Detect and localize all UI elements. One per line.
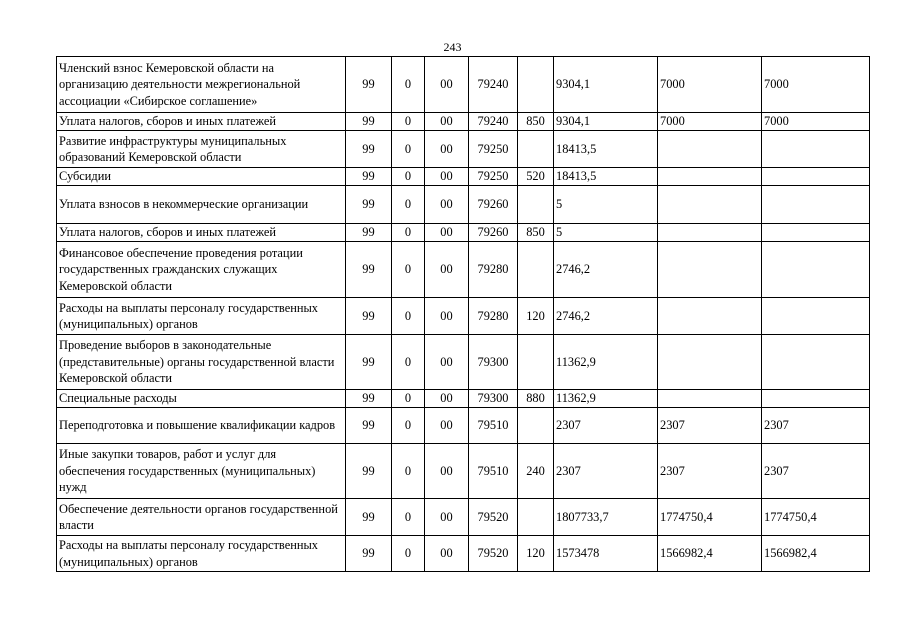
amount-year3-cell: [762, 298, 870, 335]
target-article-prefix-cell: 00: [425, 224, 469, 242]
amount-year1-cell: 2746,2: [554, 298, 658, 335]
target-article-prefix-cell: 00: [425, 242, 469, 298]
amount-year2-cell: [658, 298, 762, 335]
subsection-code-cell: 0: [392, 444, 425, 499]
expense-type-cell: 120: [518, 298, 554, 335]
table-row: [57, 536, 870, 572]
amount-year2-cell: [658, 242, 762, 298]
row-name-cell: Субсидии: [57, 168, 346, 186]
target-article-prefix-cell: 00: [425, 186, 469, 224]
target-article-code-cell: 79510: [469, 444, 518, 499]
amount-year3-cell: 1566982,4: [762, 536, 870, 572]
section-code-cell: 99: [346, 499, 392, 536]
table-row: [57, 298, 870, 335]
target-article-prefix-cell: 00: [425, 113, 469, 131]
target-article-prefix-cell: 00: [425, 57, 469, 113]
expense-type-cell: 520: [518, 168, 554, 186]
expense-type-cell: [518, 186, 554, 224]
table-row: [57, 186, 870, 224]
row-name-cell: Проведение выборов в законодательные (представительные) органы государственной власти Кемеровской области: [57, 335, 346, 390]
target-article-prefix-cell: 00: [425, 390, 469, 408]
row-name-cell: Финансовое обеспечение проведения ротации государственных гражданских служащих Кемеровской области: [57, 242, 346, 298]
subsection-code-cell: 0: [392, 536, 425, 572]
section-code-cell: 99: [346, 168, 392, 186]
subsection-code-cell: 0: [392, 168, 425, 186]
expense-type-cell: [518, 57, 554, 113]
target-article-code-cell: 79280: [469, 242, 518, 298]
amount-year2-cell: [658, 224, 762, 242]
expense-type-cell: [518, 131, 554, 168]
subsection-code-cell: 0: [392, 131, 425, 168]
expense-type-cell: 850: [518, 113, 554, 131]
target-article-code-cell: 79260: [469, 224, 518, 242]
amount-year3-cell: [762, 186, 870, 224]
target-article-code-cell: 79520: [469, 536, 518, 572]
section-code-cell: 99: [346, 242, 392, 298]
amount-year3-cell: 1774750,4: [762, 499, 870, 536]
table-row: [57, 113, 870, 131]
amount-year1-cell: 18413,5: [554, 168, 658, 186]
table-body: [57, 57, 870, 572]
amount-year1-cell: 5: [554, 224, 658, 242]
amount-year2-cell: 2307: [658, 408, 762, 444]
amount-year3-cell: 2307: [762, 408, 870, 444]
amount-year3-cell: [762, 335, 870, 390]
subsection-code-cell: 0: [392, 57, 425, 113]
expense-type-cell: [518, 408, 554, 444]
amount-year3-cell: [762, 168, 870, 186]
target-article-prefix-cell: 00: [425, 298, 469, 335]
subsection-code-cell: 0: [392, 390, 425, 408]
expense-type-cell: [518, 242, 554, 298]
amount-year2-cell: [658, 335, 762, 390]
amount-year1-cell: 18413,5: [554, 131, 658, 168]
amount-year1-cell: 2307: [554, 444, 658, 499]
section-code-cell: 99: [346, 408, 392, 444]
amount-year2-cell: [658, 168, 762, 186]
subsection-code-cell: 0: [392, 242, 425, 298]
expense-type-cell: 240: [518, 444, 554, 499]
table-row: [57, 499, 870, 536]
amount-year1-cell: 11362,9: [554, 390, 658, 408]
amount-year3-cell: [762, 224, 870, 242]
target-article-code-cell: 79260: [469, 186, 518, 224]
subsection-code-cell: 0: [392, 224, 425, 242]
amount-year1-cell: 11362,9: [554, 335, 658, 390]
row-name-cell: Обеспечение деятельности органов государственной власти: [57, 499, 346, 536]
table-row: [57, 242, 870, 298]
row-name-cell: Специальные расходы: [57, 390, 346, 408]
amount-year2-cell: [658, 186, 762, 224]
subsection-code-cell: 0: [392, 408, 425, 444]
amount-year1-cell: 1807733,7: [554, 499, 658, 536]
subsection-code-cell: 0: [392, 335, 425, 390]
expense-type-cell: [518, 335, 554, 390]
amount-year3-cell: [762, 390, 870, 408]
amount-year3-cell: 7000: [762, 113, 870, 131]
target-article-prefix-cell: 00: [425, 408, 469, 444]
target-article-code-cell: 79240: [469, 113, 518, 131]
amount-year1-cell: 9304,1: [554, 113, 658, 131]
row-name-cell: Уплата налогов, сборов и иных платежей: [57, 113, 346, 131]
target-article-prefix-cell: 00: [425, 168, 469, 186]
subsection-code-cell: 0: [392, 298, 425, 335]
section-code-cell: 99: [346, 390, 392, 408]
table-row: [57, 390, 870, 408]
target-article-prefix-cell: 00: [425, 335, 469, 390]
amount-year3-cell: [762, 242, 870, 298]
row-name-cell: Развитие инфраструктуры муниципальных образований Кемеровской области: [57, 131, 346, 168]
section-code-cell: 99: [346, 224, 392, 242]
row-name-cell: Уплата взносов в некоммерческие организации: [57, 186, 346, 224]
section-code-cell: 99: [346, 298, 392, 335]
target-article-code-cell: 79250: [469, 168, 518, 186]
target-article-code-cell: 79250: [469, 131, 518, 168]
table-row: [57, 224, 870, 242]
expense-type-cell: [518, 499, 554, 536]
budget-table: [56, 56, 870, 572]
section-code-cell: 99: [346, 131, 392, 168]
amount-year3-cell: 2307: [762, 444, 870, 499]
amount-year2-cell: 1774750,4: [658, 499, 762, 536]
amount-year1-cell: 2746,2: [554, 242, 658, 298]
section-code-cell: 99: [346, 536, 392, 572]
expense-type-cell: 850: [518, 224, 554, 242]
table-row: [57, 408, 870, 444]
section-code-cell: 99: [346, 335, 392, 390]
target-article-code-cell: 79300: [469, 335, 518, 390]
section-code-cell: 99: [346, 113, 392, 131]
amount-year2-cell: 7000: [658, 57, 762, 113]
target-article-code-cell: 79300: [469, 390, 518, 408]
expense-type-cell: 120: [518, 536, 554, 572]
amount-year1-cell: 5: [554, 186, 658, 224]
table-row: [57, 335, 870, 390]
section-code-cell: 99: [346, 57, 392, 113]
amount-year3-cell: 7000: [762, 57, 870, 113]
row-name-cell: Расходы на выплаты персоналу государственных (муниципальных) органов: [57, 298, 346, 335]
row-name-cell: Расходы на выплаты персоналу государственных (муниципальных) органов: [57, 536, 346, 572]
expense-type-cell: 880: [518, 390, 554, 408]
target-article-code-cell: 79510: [469, 408, 518, 444]
amount-year1-cell: 1573478: [554, 536, 658, 572]
row-name-cell: Иные закупки товаров, работ и услуг для обеспечения государственных (муниципальных) нужд: [57, 444, 346, 499]
target-article-prefix-cell: 00: [425, 536, 469, 572]
target-article-code-cell: 79240: [469, 57, 518, 113]
target-article-prefix-cell: 00: [425, 131, 469, 168]
table-row: [57, 444, 870, 499]
page-number: 243: [443, 40, 462, 54]
subsection-code-cell: 0: [392, 186, 425, 224]
row-name-cell: Членский взнос Кемеровской области на организацию деятельности межрегиональной ассоциации «Сибирское соглашение»: [57, 57, 346, 113]
amount-year2-cell: 2307: [658, 444, 762, 499]
table-row: [57, 131, 870, 168]
amount-year2-cell: [658, 131, 762, 168]
amount-year2-cell: 7000: [658, 113, 762, 131]
amount-year2-cell: 1566982,4: [658, 536, 762, 572]
section-code-cell: 99: [346, 186, 392, 224]
section-code-cell: 99: [346, 444, 392, 499]
table-row: [57, 57, 870, 113]
target-article-prefix-cell: 00: [425, 444, 469, 499]
row-name-cell: Уплата налогов, сборов и иных платежей: [57, 224, 346, 242]
target-article-code-cell: 79280: [469, 298, 518, 335]
amount-year2-cell: [658, 390, 762, 408]
target-article-code-cell: 79520: [469, 499, 518, 536]
amount-year1-cell: 2307: [554, 408, 658, 444]
table-row: [57, 168, 870, 186]
subsection-code-cell: 0: [392, 499, 425, 536]
amount-year1-cell: 9304,1: [554, 57, 658, 113]
subsection-code-cell: 0: [392, 113, 425, 131]
row-name-cell: Переподготовка и повышение квалификации кадров: [57, 408, 346, 444]
amount-year3-cell: [762, 131, 870, 168]
target-article-prefix-cell: 00: [425, 499, 469, 536]
